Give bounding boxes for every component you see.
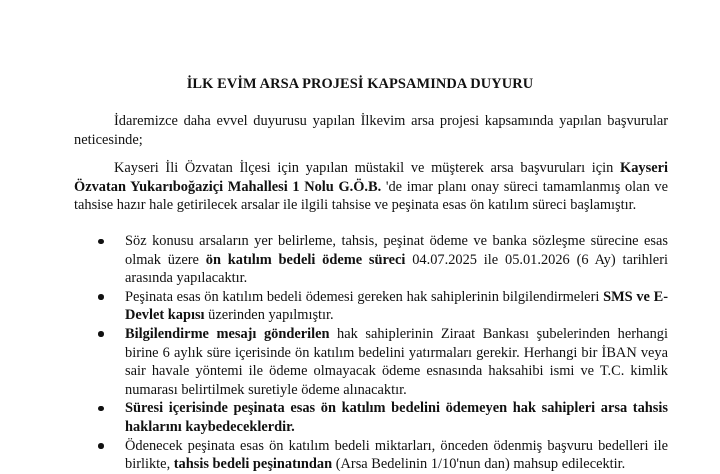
paragraph-text: 'de imar planı onay süreci tamamlanmış olan ve tahsise hazır hale getirilecek arsalar ile ilgili tahsise ve peşinata esas ön katılım süreci başlamıştır.: [74, 178, 668, 214]
bullet-bold-text: SMS ve E-Devlet kapısı: [125, 288, 669, 324]
document-title: İLK EVİM ARSA PROJESİ KAPSAMINDA DUYURU: [186, 76, 534, 92]
bullet-bold-text: Süresi içerisinde peşinata esas ön katılım bedelini ödemeyen hak sahipleri arsa tahsis haklarını kaybedeceklerdir.: [125, 400, 668, 435]
bullet-item-payment-period: [125, 232, 668, 288]
bullet-item-notification: [125, 288, 668, 325]
bullet-text: üzerinden yapılmıştır.: [204, 307, 334, 324]
bullet-icon: [98, 443, 104, 449]
bullet-text: Ödenecek peşinata esas ön katılım bedeli miktarları, önceden ödenmiş başvuru bedelleri ile birlikte,: [125, 437, 668, 473]
bullet-item-deduction: [125, 437, 668, 474]
bullet-bold-text: Bilgilendirme mesajı gönderilen: [125, 325, 330, 342]
bullet-icon: [98, 406, 104, 412]
bullet-item-bank-payment: [125, 325, 668, 399]
bullet-item-warning: [125, 399, 668, 436]
bullet-bold-text: tahsis bedeli peşinatından: [173, 456, 333, 473]
bullet-icon: [98, 331, 104, 337]
bullet-icon: [98, 294, 104, 300]
bullet-text: (Arsa Bedelinin 1/10'nun dan) mahsup edilecektir.: [332, 456, 626, 473]
bullet-text: 04.07.2025 ile 05.01.2026 (6 Ay) tarihleri arasında yapılacaktır.: [125, 251, 668, 287]
bullet-text: Söz konusu arsaların yer belirleme, tahsis, peşinat ödeme ve banka sözleşme sürecine esas olmak üzere: [125, 233, 668, 268]
bullet-icon: [98, 239, 104, 245]
bullet-text: Peşinata esas ön katılım bedeli ödemesi gereken hak sahiplerinin bilgilendirmeleri: [125, 288, 604, 305]
bullet-list: [0, 232, 720, 474]
bullet-bold-text: ön katılım bedeli ödeme süreci: [205, 251, 406, 268]
intro-paragraph: İdaremizce daha evvel duyurusu yapılan İlkevim arsa projesi kapsamında yapılan başvurular neticesinde;: [74, 113, 668, 148]
bullet-text: hak sahiplerinin Ziraat Bankası şubelerinden herhangi birine 6 aylık süre içerisinde ön katılım bedelini yatırmaları gerekir. Herhangi bir İBAN veya sair havale yöntemi ile ödeme olmayacak ödeme esnasında haksahibi ismi ve T.C. kimlik numarası belirtilmek suretiyle ödeme alınacaktır.: [125, 325, 668, 398]
paragraph-text: Kayseri İli Özvatan İlçesi için yapılan müstakil ve müşterek arsa başvuruları için: [114, 160, 621, 176]
announcement-paragraph: [74, 159, 668, 215]
location-name: Kayseri Özvatan Yukarıboğaziçi Mahallesi 1 Nolu G.Ö.B.: [74, 160, 668, 195]
